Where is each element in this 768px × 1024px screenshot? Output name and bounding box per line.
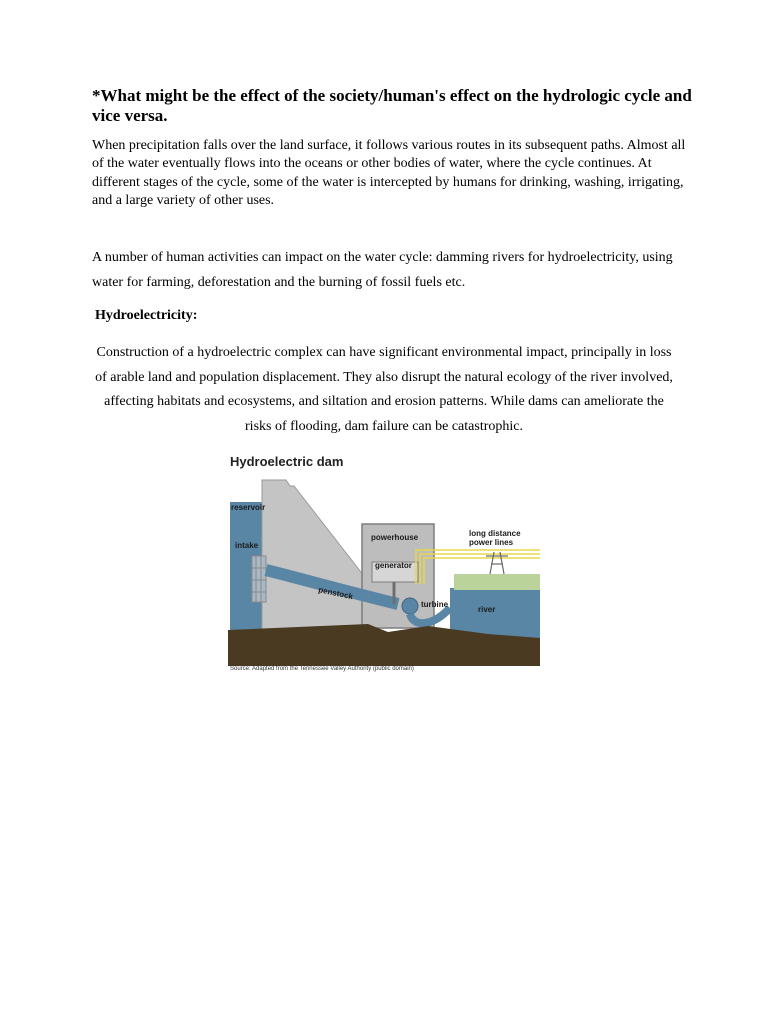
figure-title: Hydroelectric dam: [230, 454, 344, 469]
label-reservoir: reservoir: [231, 503, 266, 512]
label-power-lines-1: long distance: [469, 529, 521, 538]
grass-bank: [454, 574, 540, 590]
paragraph-precipitation: When precipitation falls over the land surface, it follows various routes in its subsequent paths. Almost all of the water eventually flows into the oceans or other bodies of water, where the cycle continues. At different stages of the cycle, some of the water is intercepted by humans for drinking, washing, irrigating, and a large variety of other uses.: [92, 138, 686, 208]
label-intake: intake: [235, 541, 259, 550]
label-generator: generator: [375, 561, 412, 570]
hydroelectric-dam-figure: [228, 452, 542, 678]
label-turbine: turbine: [421, 600, 449, 609]
turbine-wheel: [402, 598, 418, 614]
label-powerhouse: powerhouse: [371, 533, 419, 542]
paragraph-hydroelectric-impact: Construction of a hydroelectric complex can have significant environmental impact, principally in loss of arable land and population displacement. They also disrupt the natural ecology of the river involved, affecting habitats and ecosystems, and siltation and erosion patterns. While dams can ameliorate the risks of flooding, dam failure can be catastrophic.: [95, 345, 673, 434]
label-river: river: [478, 605, 496, 614]
figure-source: Source: Adapted from the Tennessee Valley Authority (public domain): [230, 666, 414, 672]
label-power-lines-2: power lines: [469, 538, 514, 547]
label-penstock: penstock: [317, 585, 354, 602]
question-heading: *What might be the effect of the society/human's effect on the hydrologic cycle and vice versa.: [92, 86, 692, 125]
paragraph-human-activities: A number of human activities can impact on the water cycle: damming rivers for hydroelectricity, using water for farming, deforestation and the burning of fossil fuels etc.: [92, 250, 673, 290]
hydroelectricity-subheading: Hydroelectricity:: [95, 308, 198, 323]
dam-diagram: [228, 474, 542, 666]
intake-grille: [252, 556, 266, 602]
